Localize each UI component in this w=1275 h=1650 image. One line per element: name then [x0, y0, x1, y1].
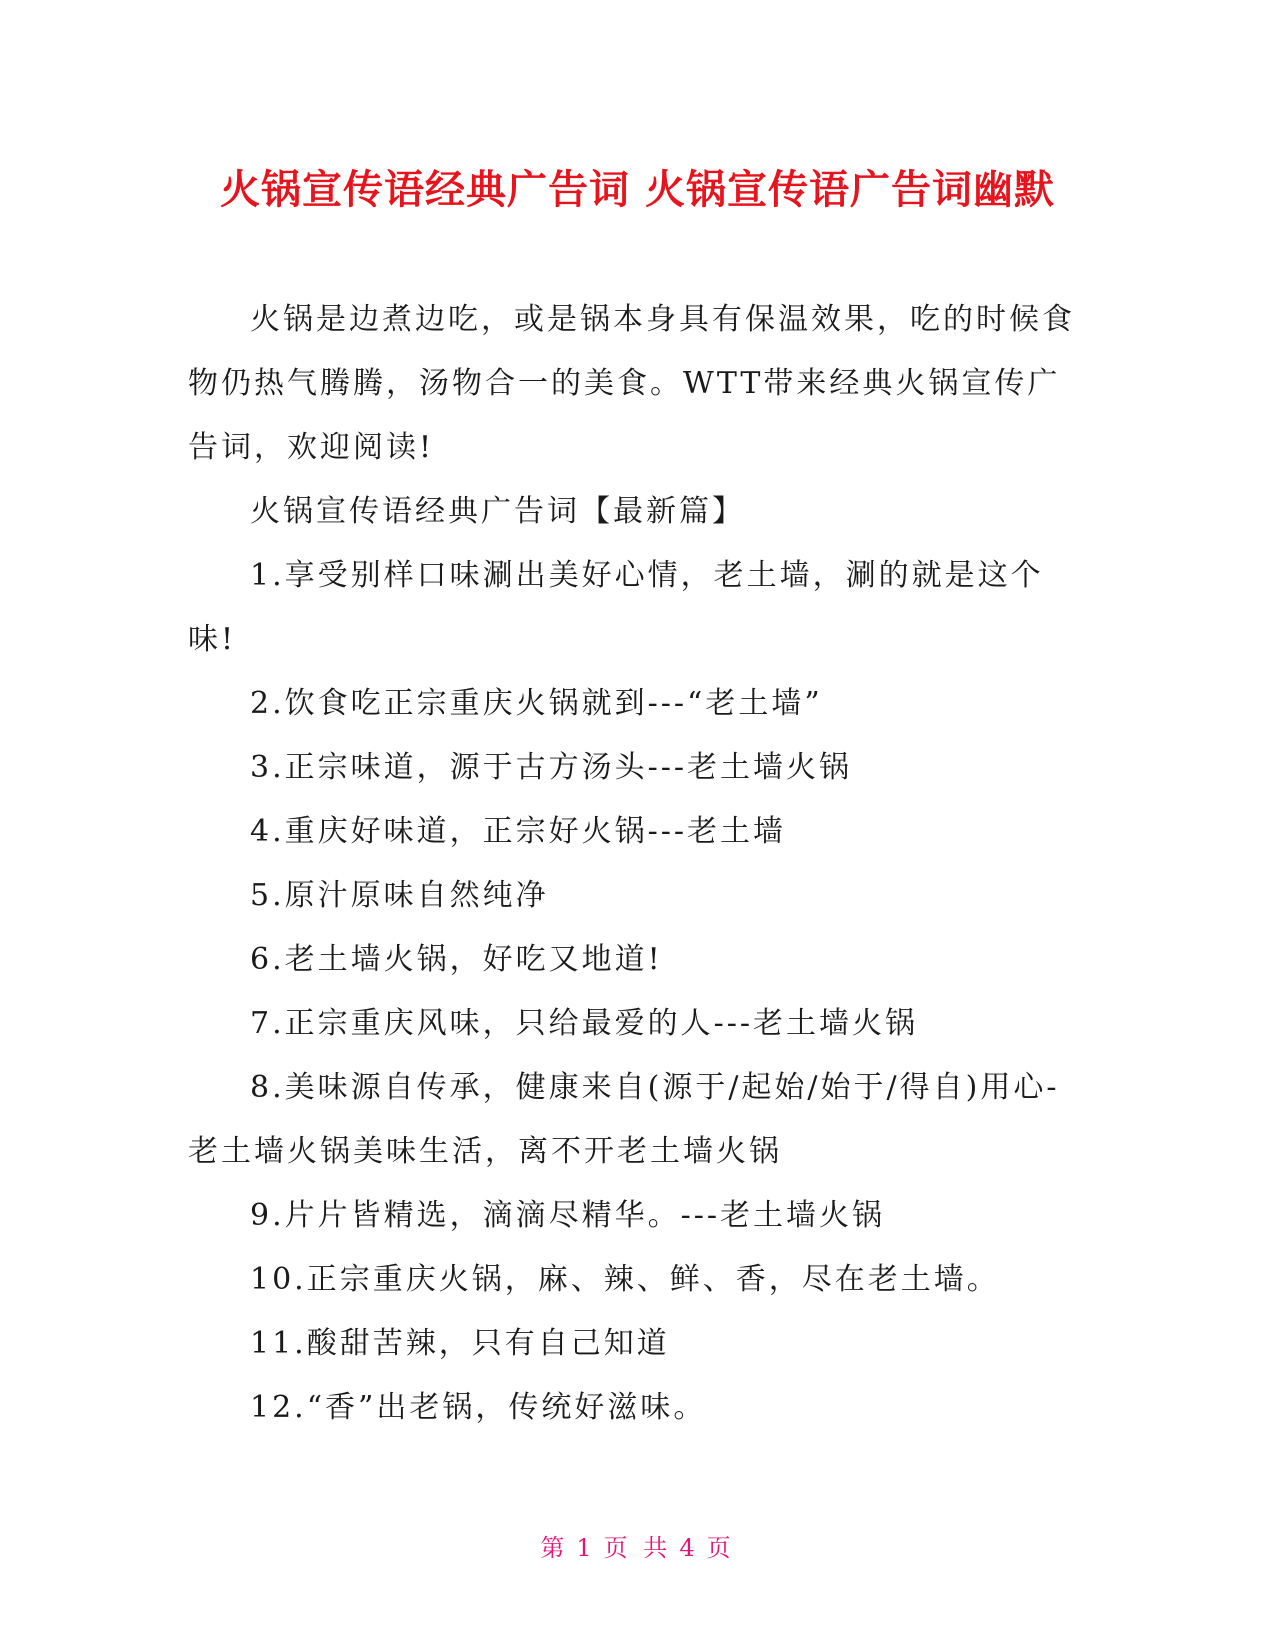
footer-total-pages: 4: [679, 1534, 699, 1562]
footer-prefix: 第: [540, 1534, 569, 1562]
list-item: 12.“香”出老锅，传统好滋味。: [250, 1390, 707, 1425]
list-item: 10.正宗重庆火锅，麻、辣、鲜、香，尽在老土墙。: [250, 1262, 1000, 1297]
page-footer: [0, 1528, 1275, 1563]
section-heading: 火锅宣传语经典广告词【最新篇】: [250, 494, 745, 529]
list-item: 2.饮食吃正宗重庆火锅就到---“老土墙”: [250, 686, 823, 721]
intro-paragraph: 火锅是边煮边吃，或是锅本身具有保温效果，吃的时候食物仍热气腾腾，汤物合一的美食。WTT带来经典火锅宣传广告词，欢迎阅读!: [188, 302, 1075, 465]
list-item: 6.老土墙火锅，好吃又地道!: [250, 942, 663, 977]
document-body: [188, 288, 1078, 1440]
list-item: 8.美味源自传承，健康来自(源于/起始/始于/得自)用心-老土墙火锅美味生活，离不开老土墙火锅: [188, 1070, 1060, 1169]
list-item: 3.正宗味道，源于古方汤头---老土墙火锅: [250, 750, 853, 785]
list-item: 11.酸甜苦辣，只有自己知道: [250, 1326, 670, 1361]
footer-page-number: 1: [576, 1534, 596, 1562]
list-item: 5.原汁原味自然纯净: [250, 878, 549, 913]
footer-middle: 页 共: [603, 1534, 672, 1562]
list-item: 4.重庆好味道，正宗好火锅---老土墙: [250, 814, 787, 849]
list-item: 9.片片皆精选，滴滴尽精华。---老土墙火锅: [250, 1198, 886, 1233]
page-title: 火锅宣传语经典广告词 火锅宣传语广告词幽默: [220, 167, 1055, 213]
list-item: 1.享受别样口味涮出美好心情，老土墙，涮的就是这个味!: [188, 558, 1044, 657]
footer-suffix: 页: [706, 1534, 735, 1562]
list-item: 7.正宗重庆风味，只给最爱的人---老土墙火锅: [250, 1006, 919, 1041]
